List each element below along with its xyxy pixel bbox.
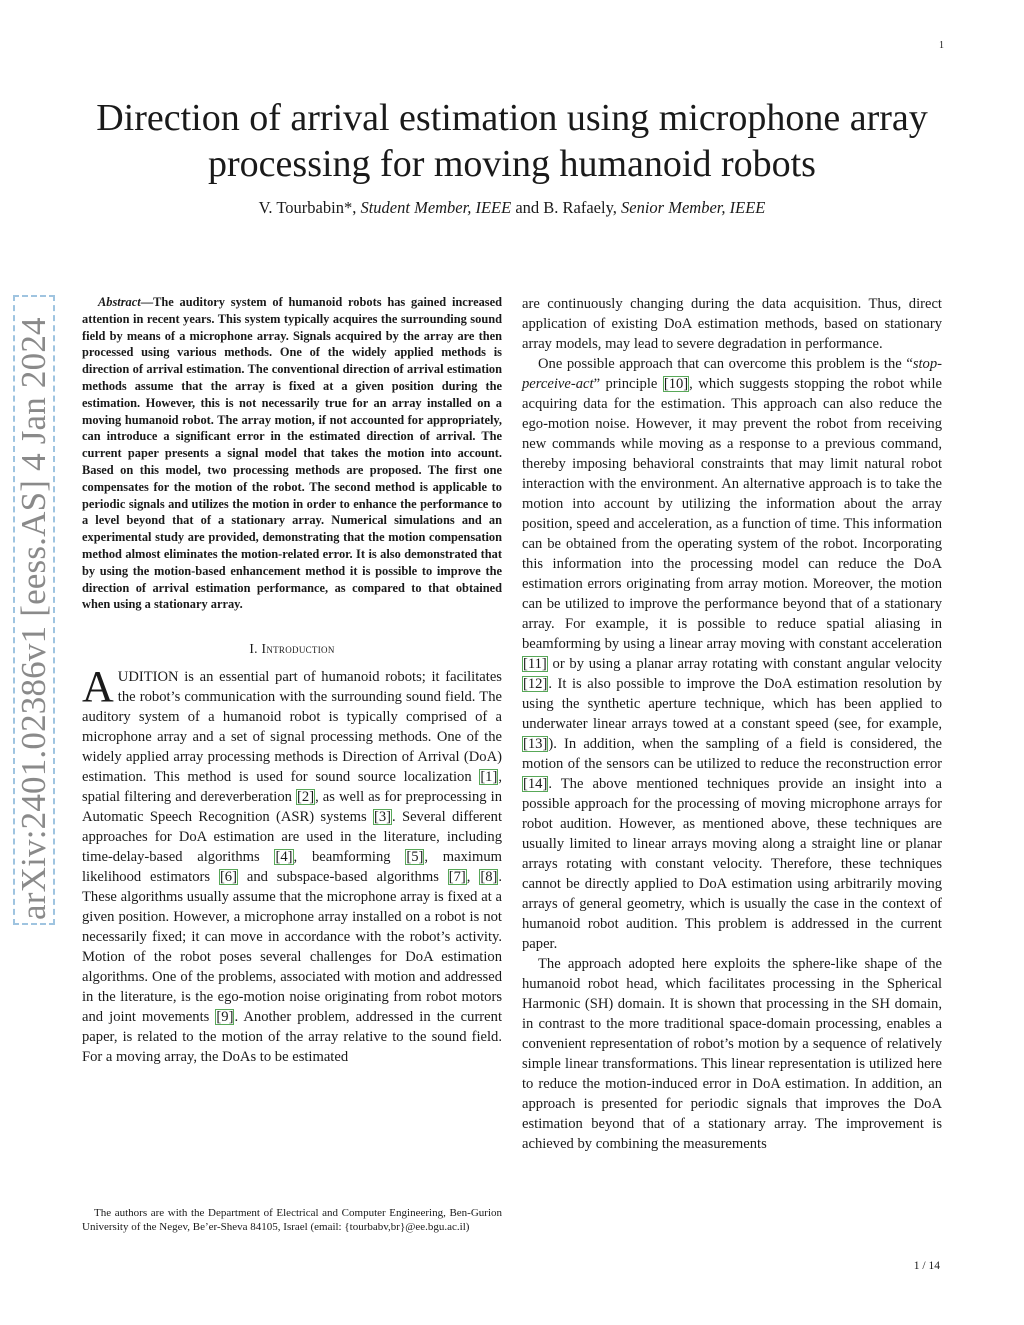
left-column	[82, 294, 502, 1067]
citation-link[interactable]: [1]	[480, 769, 498, 786]
intro-text: and subspace-based algorithms	[237, 869, 448, 886]
intro-text: , as well as for preprocessing in Automatic Speech Recognition (ASR) systems	[82, 789, 502, 826]
author-1-role: Student Member, IEEE	[360, 198, 512, 217]
citation-link[interactable]: [2]	[297, 789, 315, 806]
section-heading	[82, 639, 502, 659]
citation-link[interactable]: [14]	[523, 776, 548, 792]
intro-text: , beamforming	[293, 849, 406, 866]
intro-text: ,	[466, 869, 480, 886]
citation-link[interactable]: [5]	[406, 849, 424, 866]
intro-text: . Another problem, addressed in the current paper, is related to the motion of the array relative to the sound field. For a moving array, the DoAs to be estimated	[82, 1009, 502, 1066]
body-paragraph: are continuously changing during the data acquisition. Thus, direct application of existing DoA estimation methods, based on stationary array models, may lead to severe degradation in performance.	[522, 296, 942, 352]
abstract	[82, 294, 502, 613]
body-paragraph: The approach adopted here exploits the sphere-like shape of the humanoid robot head, which facilitates processing in the Spherical Harmonic (SH) domain. It is shown that processing in the SH domain, in contrast to the more traditional space-domain processing, enables a convenient representation of robot’s motion by a sequence of relatively simple linear transformations. This linear representation is utilized here to reduce the motion-induced error in DoA estimation. In addition, an approach is presented for periodic signals that improves the DoA estimation beyond that of a stationary array. The improvement is achieved by combining the measurements	[522, 956, 942, 1152]
author-2-role: Senior Member, IEEE	[621, 198, 766, 217]
body-text: ” principle	[593, 376, 663, 392]
right-column	[522, 294, 942, 1154]
emphasis-text: stop-perceive-act	[522, 356, 942, 392]
abstract-text: —The auditory system of humanoid robots has gained increased attention in recent years. This system typically acquires the surrounding sound field by means of a microphone array. Signals acquired by the array are then processed using various methods. One of the widely applied methods is direction of arrival estimation. The conventional direction of arrival estimation methods assume that the array is fixed at a given position during the estimation. However, this is not necessarily true for an array installed on a moving humanoid robot. The array motion, if not accounted for appropriately, can introduce a significant error in the estimated direction of arrival. The current paper presents a signal model that takes the motion into account. Based on this model, two processing methods are proposed. The first one compensates for the motion of the robot. The second method is applicable to periodic signals and utilizes the motion in order to enhance the performance to a level beyond that of a stationary array. Numerical simulations and an experimental study are provided, demonstrating that the motion compensation method almost eliminates the motion-related error. It is also demonstrated that by using the motion-based enhancement method it is possible to improve the direction of arrival estimation performance, as compared to that obtained when using a stationary array.	[82, 295, 502, 612]
section-number: I.	[249, 641, 262, 657]
intro-paragraph	[82, 662, 503, 1067]
citation-link[interactable]: [13]	[523, 736, 548, 752]
citation-link[interactable]: [10]	[663, 376, 689, 392]
author-1: V. Tourbabin*,	[258, 198, 361, 217]
abstract-label: Abstract	[98, 295, 141, 309]
citation-link[interactable]: [7]	[448, 869, 466, 886]
author-conjunction: and B. Rafaely,	[511, 198, 622, 217]
citation-link[interactable]: [4]	[275, 849, 293, 866]
body-text: . The above mentioned techniques provide an insight into a possible approach for the processing of moving microphone arrays for robot audition. However, as mentioned above, these techniques are usually limited to linear arrays moving along a straight line or planar arrays rotating with constant velocity. Therefore, these techniques cannot be directly applied to DoA estimation using arbitrarily moving arrays of general geometry, which is usually the case in the context of humanoid robot audition. This problem is addressed in the current paper.	[522, 776, 942, 952]
body-text: or by using a planar array rotating with constant angular velocity	[547, 656, 942, 672]
author-line	[80, 198, 944, 218]
intro-text: UDITION is an essential part of humanoid robots; it facilitates the robot’s communication with the surrounding sound field. The auditory system of a humanoid robot is typically comprised of a microphone array and a set of signal processing methods. One of the widely applied array processing methods is Direction of Arrival (DoA) estimation. This method is used for sound source localization	[82, 669, 502, 786]
drop-cap: A	[82, 662, 114, 712]
affiliation-footnote: The authors are with the Department of Electrical and Computer Engineering, Ben-Gurion University of the Negev, Be’er-Sheva 84105, Israel (email: {tourbabv,br}@ee.bgu.ac.il)	[82, 1207, 502, 1233]
body-text: . It is also possible to improve the DoA estimation resolution by using the synthetic aperture technique, which has been applied to underwater linear arrays towed at a constant speed (see, for example,	[522, 676, 942, 732]
intro-text: , maximum likelihood estimators	[82, 849, 502, 886]
body-text: ). In addition, when the sampling of a field is considered, the motion of the sensors can be utilized to reduce the reconstruction error	[522, 736, 942, 772]
intro-text: . These algorithms usually assume that the microphone array is fixed at a given position. However, a microphone array installed on a robot is not necessarily fixed; it can move in accordance with the robot’s activity. Motion of the robot poses several challenges for DoA estimation algorithms. One of the problems, associated with motion and addressed in the literature, is the ego-motion noise originating from robot motors and joint movements	[82, 869, 503, 1026]
paper-title: Direction of arrival estimation using microphone array processing for moving humanoid robots	[96, 97, 928, 185]
citation-link[interactable]: [6]	[219, 869, 237, 886]
citation-link[interactable]: [3]	[373, 809, 391, 826]
page-count: 1 / 14	[913, 1260, 940, 1272]
citation-link[interactable]: [12]	[523, 676, 548, 692]
intro-text: . Several different approaches for DoA estimation are used in the literature, including time-delay-based algorithms	[82, 809, 503, 866]
citation-link[interactable]: [9]	[216, 1009, 234, 1026]
citation-link[interactable]: [11]	[523, 656, 547, 672]
body-text: One possible approach that can overcome this problem is the “	[538, 356, 913, 372]
intro-text: , spatial filtering and dereverberation	[82, 769, 502, 806]
page-number: 1	[939, 40, 944, 51]
body-text: , which suggests stopping the robot while acquiring data for the estimation. This approach can also reduce the ego-motion noise. However, it may prevent the robot from receiving new commands while moving as a response to a previous command, thereby imposing behavioral constraints that may limit natural robot interaction with the environment. An alternative approach is to take the motion into account by utilizing the information about the array position, speed and acceleration, as a function of time. This information can be obtained from the operating system of the robot. Incorporating this information into the processing model can reduce the DoA estimation errors originating from array motion. Moreover, the motion can be utilized to improve the performance beyond that of a stationary array. For example, it is possible to reduce spatial aliasing in beamforming by using a linear array moving with constant acceleration	[522, 376, 942, 652]
section-title: Introduction	[261, 641, 335, 657]
citation-link[interactable]: [8]	[480, 869, 498, 886]
body-paragraph	[522, 354, 942, 954]
arxiv-identifier[interactable]: arXiv:2401.02386v1 [eess.AS] 4 Jan 2024	[18, 300, 50, 920]
